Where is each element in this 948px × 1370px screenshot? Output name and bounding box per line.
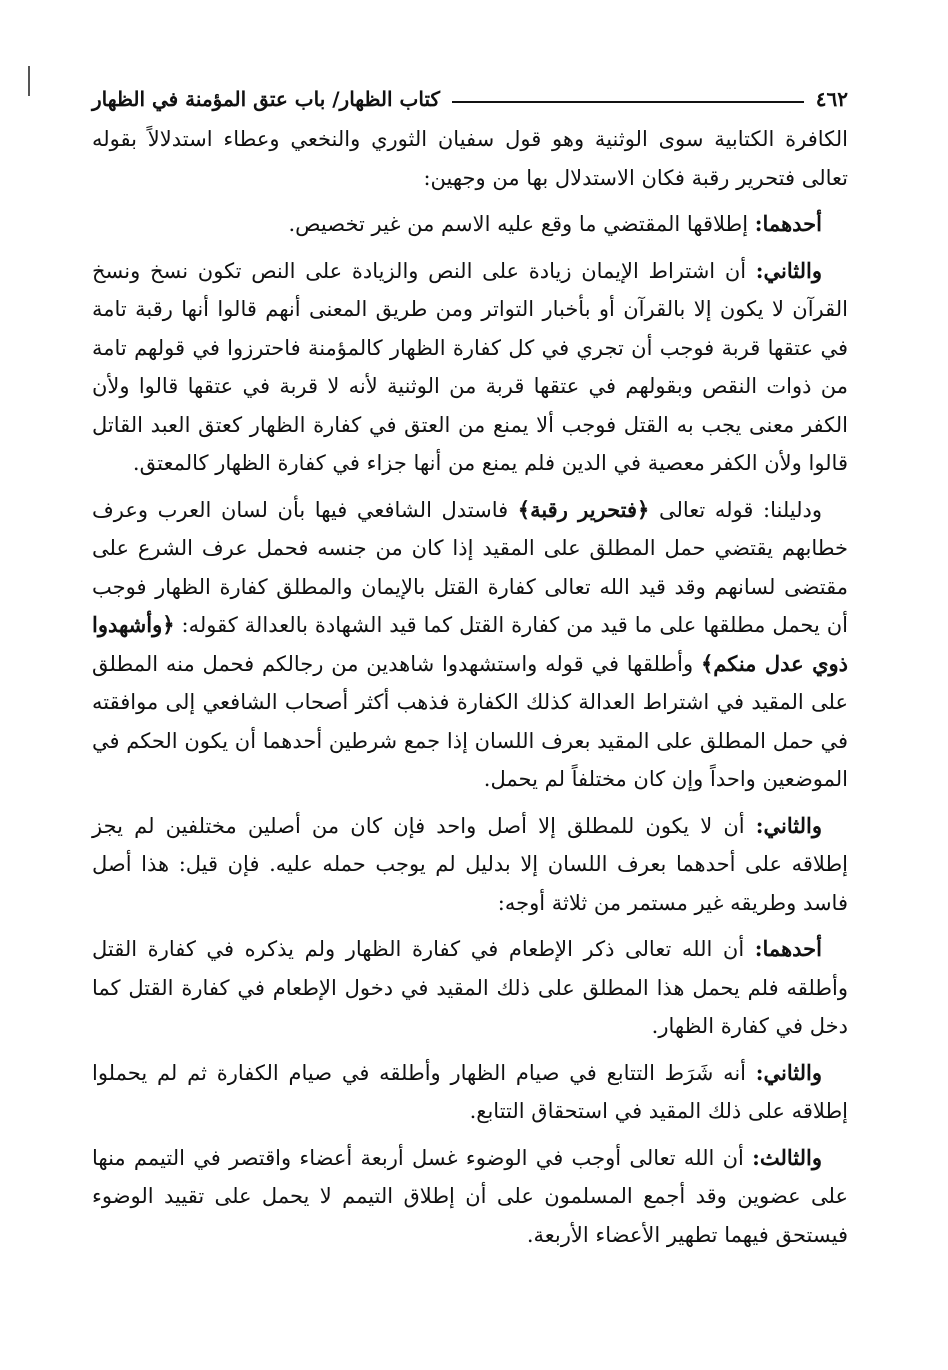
- page: [92, 82, 848, 1254]
- page-number: ٤٦٢: [815, 87, 848, 111]
- paragraph-text: الكافرة الكتابية سوى الوثنية وهو قول سفيان الثوري والنخعي وعطاء استدلالاً بقوله تعالى فتحرير رقبة فكان الاستدلال بها من وجهين:: [92, 127, 848, 190]
- paragraph-lead: أحدهما:: [754, 211, 822, 236]
- page-body: [92, 120, 848, 1254]
- paragraph-6: [92, 930, 848, 1046]
- paragraph-text: أنه شَرَط التتابع في صيام الظهار وأطلقه في صيام الكفارة ثم لم يحملوا إطلاقه على ذلك المقيد في استحقاق التتابع.: [92, 1060, 848, 1123]
- paragraph-lead: والثاني:: [755, 1059, 822, 1085]
- paragraph-4: [92, 491, 848, 799]
- paragraph-1: [92, 120, 848, 197]
- paragraph-lead: والثالث:: [752, 1144, 822, 1170]
- header-rule: [452, 101, 804, 103]
- paragraph-text: أن اشتراط الإيمان زيادة على النص والزيادة على النص تكون نسخ ونسخ القرآن لا يكون إلا بالقرآن أو بأخبار التواتر ومن طريق المعنى أنهم قالوا أنها رقبة تامة في عتقها قربة فوجب أن تجري في كل كفارة الظهار كالمؤمنة فاحترزوا في قولهم تامة من ذوات النقص وبقولهم في عتقها قربة من الوثنية لأنه لا قربة في عتقها قالوا ولأن الكفر معنى يجب به القتل فوجب ألا يمنع من العتق في كفارة الظهار كعتق العبد القاتل قالوا ولأن الكفر معصية في الدين فلم يمنع من أنها جزاء في كفارة الظهار كالمعتق.: [92, 258, 848, 475]
- paragraph-text: ودليلنا: قوله تعالى: [649, 497, 823, 522]
- running-title: كتاب الظهار/ باب عتق المؤمنة في الظهار: [92, 87, 440, 111]
- quran-quote: ﴿فتحرير رقبة﴾: [517, 496, 650, 522]
- page-header: [92, 82, 848, 116]
- paragraph-lead: أحدهما:: [754, 936, 822, 961]
- margin-mark: [28, 66, 30, 96]
- paragraph-8: [92, 1139, 848, 1255]
- quran-quote: ﴿وأشهدوا ذوي عدل منكم﴾: [92, 612, 849, 676]
- paragraph-2: [92, 205, 848, 244]
- paragraph-text: وأطلقها في قوله واستشهدوا شاهدين من رجالكم فحمل منه المطلق على المقيد في اشتراط العدالة كذلك الكفارة فذهب أكثر أصحاب الشافعي إلى موافقته في حمل المطلق على المقيد بعرف اللسان إذا جمع شرطين أحدهما أن يكون الحكم في الموضعين واحداً وإن كان مختلفاً لم يحمل.: [92, 651, 848, 791]
- paragraph-5: [92, 807, 848, 923]
- paragraph-3: [92, 252, 848, 483]
- paragraph-text: إطلاقها المقتضي ما وقع عليه الاسم من غير تخصيص.: [288, 212, 755, 236]
- paragraph-7: [92, 1054, 848, 1131]
- paragraph-text: فاستدل الشافعي فيها بأن لسان العرب وعرف خطابهم يقتضي حمل المطلق على المقيد إذا كان من جنسه فحمل عرف الشرع على مقتضى لسانهم وقد قيد الله تعالى كفارة القتل بالإيمان والمطلق كفارة الظهار فوجب أن يحمل مطلقها على ما قيد من كفارة القتل كما قيد الشهادة بالعدالة كقوله:: [92, 497, 848, 637]
- paragraph-text: أن لا يكون للمطلق إلا أصل واحد فإن كان من أصلين مختلفين لم يجز إطلاقه على أحدهما بعرف اللسان إلا بدليل لم يوجب حمله عليه. فإن قيل: هذا أصل فاسد وطريقه غير مستمر من ثلاثة أوجه:: [92, 813, 848, 915]
- paragraph-lead: والثاني:: [755, 257, 822, 283]
- paragraph-lead: والثاني:: [755, 812, 822, 838]
- paragraph-text: أن الله تعالى ذكر الإطعام في كفارة الظهار ولم يذكره في كفارة القتل وأطلقه فلم يحمل هذا المطلق على ذلك المقيد في دخول الإطعام في كفارة القتل كما دخل في كفارة الظهار.: [92, 937, 848, 1038]
- paragraph-text: أن الله تعالى أوجب في الوضوء غسل أربعة أعضاء واقتصر في التيمم منها على عضوين وقد أجمع المسلمون على أن إطلاق التيمم لا يحمل على تقييد الوضوء فيستحق فيهما تطهير الأعضاء الأربعة.: [92, 1145, 848, 1247]
